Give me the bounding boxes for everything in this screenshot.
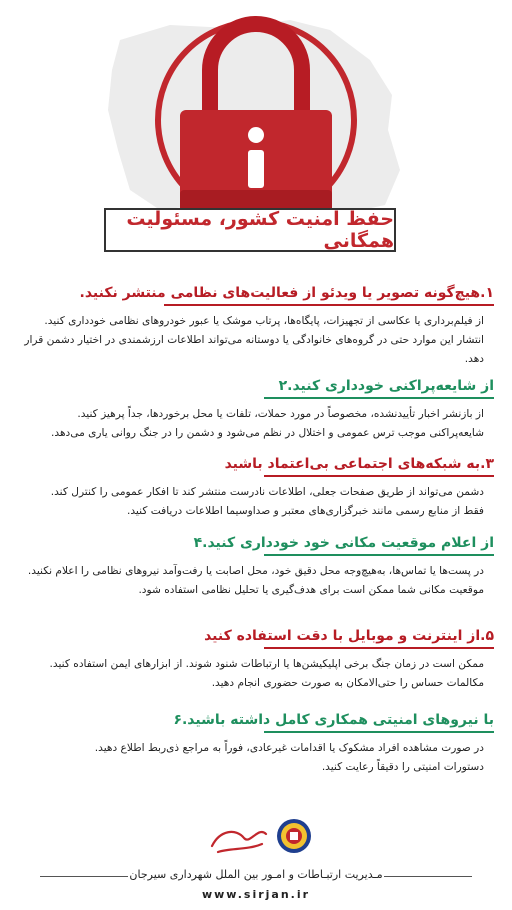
- tip-underline: [164, 304, 494, 306]
- tip-section-5: [18, 626, 494, 693]
- tip-underline: [264, 397, 494, 399]
- tip-underline: [264, 647, 494, 649]
- tip-underline: [264, 475, 494, 477]
- tip-underline: [264, 731, 494, 733]
- tip-body-line: انتشار این موارد حتی در گروه‌های خانوادگی یا دوستانه می‌تواند اطلاعات ارزشمندی در اختیار دشمن قرار دهد.: [24, 334, 484, 365]
- tip-body-line: در پست‌ها یا تماس‌ها، به‌هیچ‌وجه محل دقیق خود، محل اصابت یا رفت‌وآمد نیروهای نظامی را اعلام نکنید.: [27, 565, 484, 577]
- tip-body-line: شایعه‌پراکنی موجب ترس عمومی و اختلال در نظم می‌شود و دشمن را در جنگ روانی یاری می‌دهد.: [51, 427, 484, 439]
- footer-website-link[interactable]: www.sirjan.ir: [201, 888, 311, 901]
- tip-section-3: [18, 454, 494, 521]
- banner-title: حفظ امنیت کشور، مسئولیت همگانی: [126, 208, 394, 252]
- tip-body: [18, 739, 494, 777]
- tip-body-line: از فیلم‌برداری یا عکاسی از تجهیزات، پایگاه‌ها، پرتاب موشک یا عبور خودروهای نظامی خودداری کنید.: [44, 315, 484, 327]
- footer-logos: [200, 812, 320, 862]
- municipality-emblem: [277, 819, 311, 853]
- info-dot: [248, 127, 264, 143]
- title-banner: [104, 208, 396, 252]
- tip-underline: [264, 554, 494, 556]
- tip-body-line: در صورت مشاهده افراد مشکوک یا اقدامات غیرعادی، فوراً به مراجع ذی‌ربط اطلاع دهید.: [94, 742, 484, 754]
- tip-body-line: ممکن است در زمان جنگ برخی اپلیکیشن‌ها یا ارتباطات شنود شوند. از ابزارهای ایمن استفاده کنید.: [49, 658, 484, 670]
- tip-title: از اعلام موقعیت مکانی خود خودداری کنید.۴: [193, 535, 494, 551]
- tip-body-line: از بازنشر اخبار تأییدنشده، مخصوصاً در مورد حملات، تلفات یا محل برخوردها، جداً پرهیز کنید.: [77, 408, 484, 420]
- tip-body-line: مکالمات حساس را حتی‌الامکان به صورت حضوری انجام دهید.: [211, 677, 484, 689]
- tip-title: ۵.از اینترنت و موبایل با دقت استفاده کنید: [204, 628, 494, 644]
- footer-organization: مـدیریت ارتبـاطات و امـور بین الملل شهرداری سیرجان: [129, 868, 383, 881]
- tip-body-line: فقط از منابع رسمی مانند خبرگزاری‌های معتبر و صداوسیما اطلاعات دریافت کنید.: [127, 505, 484, 517]
- sirjan-calligraphy-logo: [212, 832, 266, 852]
- tip-section-4: [18, 533, 494, 600]
- tip-title: ۳.به شبکه‌های اجتماعی بی‌اعتماد باشید: [224, 456, 494, 472]
- tip-title: با نیروهای امنیتی همکاری کامل داشته باشید.۶: [173, 712, 494, 728]
- tip-body: [18, 405, 494, 443]
- tip-body-line: موقعیت مکانی شما ممکن است برای هدف‌گیری یا تحلیل نظامی استفاده شود.: [138, 584, 484, 596]
- tip-section-1: [18, 283, 494, 369]
- tip-body: [18, 312, 494, 369]
- tip-section-6: [18, 710, 494, 777]
- tip-body-line: دستورات امنیتی را دقیقاً رعایت کنید.: [321, 761, 484, 773]
- tip-body-line: دشمن می‌تواند از طریق صفحات جعلی، اطلاعات نادرست منتشر کند تا افکار عمومی را کنترل کند.: [50, 486, 484, 498]
- tip-title: ۱.هیچ‌گونه تصویر یا ویدئو از فعالیت‌های نظامی منتشر نکنید.: [79, 285, 494, 301]
- tip-section-2: [18, 376, 494, 443]
- tip-body: [18, 562, 494, 600]
- tip-title: از شایعه‌پراکنی خودداری کنید.۲: [278, 378, 494, 394]
- tip-body: [18, 483, 494, 521]
- tip-body: [18, 655, 494, 693]
- footer-logos-svg: [200, 812, 320, 862]
- info-stem: [248, 150, 264, 188]
